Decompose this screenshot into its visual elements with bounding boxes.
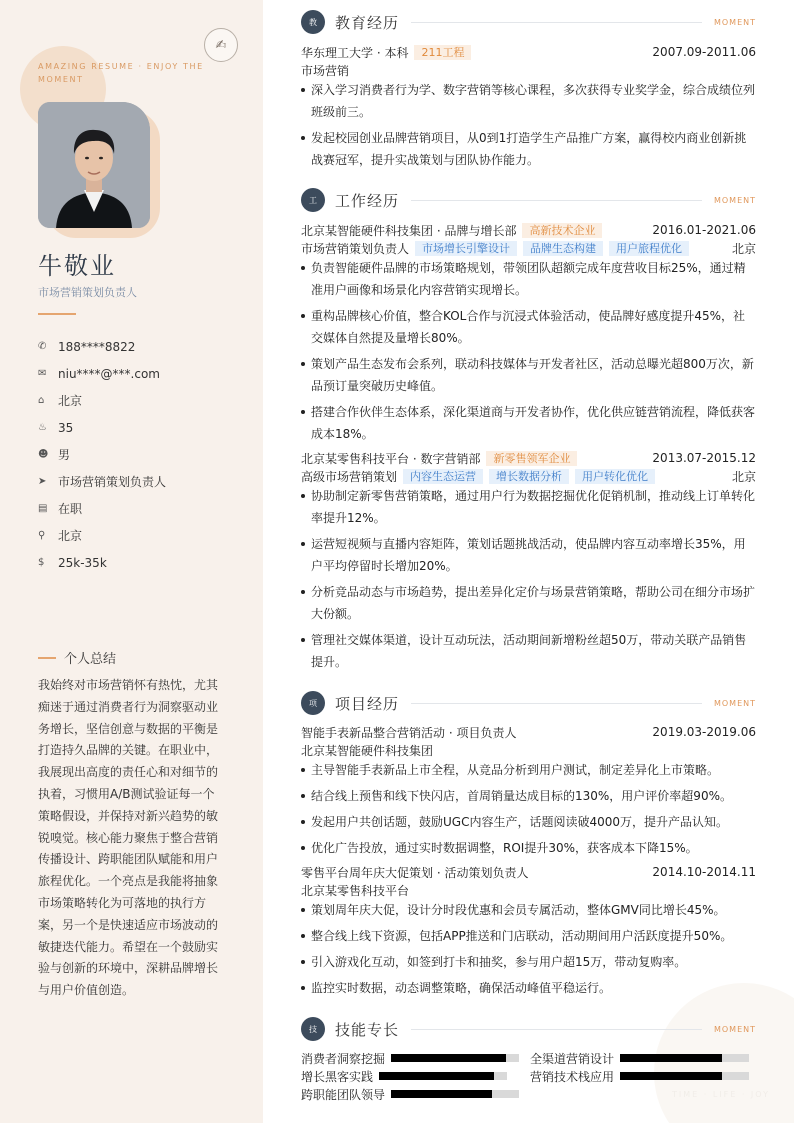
skill-bar bbox=[620, 1054, 749, 1062]
project-org: 北京某智能硬件科技集团 bbox=[301, 743, 434, 758]
list-item: 策划产品生态发布会系列，联动科技媒体与开发者社区，活动总曝光超800万次，新品预订量突破历史峰值。 bbox=[301, 353, 756, 397]
divider bbox=[411, 703, 702, 704]
skill-tag: 用户转化优化 bbox=[575, 469, 655, 484]
job-city: 北京 bbox=[731, 241, 756, 256]
list-item: 整合线上线下资源，包括APP推送和门店联动，活动期间用户活跃度提升50%。 bbox=[301, 925, 756, 947]
section-title: 工作经历 bbox=[335, 191, 400, 210]
section-header-work bbox=[301, 188, 756, 212]
list-item: 监控实时数据，动态调整策略，确保活动峰值平稳运行。 bbox=[301, 977, 756, 999]
skill-bar-fill bbox=[391, 1054, 506, 1062]
school-name: 华东理工大学 · 本科 bbox=[301, 45, 409, 60]
skill-name: 消费者洞察挖掘 bbox=[301, 1051, 386, 1066]
list-item: 重构品牌核心价值，整合KOL合作与沉浸式体验活动，使品牌好感度提升45%，社交媒体自然提及量增长80%。 bbox=[301, 305, 756, 349]
project-header bbox=[301, 723, 756, 741]
contact-value: 35 bbox=[58, 420, 74, 435]
list-item: 协助制定新零售营销策略，通过用户行为数据挖掘优化促销机制，推动线上订单转化率提升12%。 bbox=[301, 485, 756, 529]
school-tag: 211工程 bbox=[414, 45, 471, 60]
contact-item bbox=[38, 387, 166, 414]
major: 市场营销 bbox=[301, 63, 350, 78]
contact-item bbox=[38, 549, 166, 576]
skill-item bbox=[301, 1050, 519, 1066]
skill-bar bbox=[391, 1054, 519, 1062]
skill-name: 营销技术栈应用 bbox=[530, 1069, 615, 1084]
list-item: 主导智能手表新品上市全程，从竞品分析到用户测试，制定差异化上市策略。 bbox=[301, 759, 756, 781]
list-item: 管理社交媒体渠道，设计互动玩法，活动期间新增粉丝超50万，带动关联产品销售提升。 bbox=[301, 629, 756, 673]
section-header-skills bbox=[301, 1017, 756, 1041]
job-subheader bbox=[301, 467, 756, 485]
contact-item bbox=[38, 360, 166, 387]
section-title: 教育经历 bbox=[335, 13, 400, 32]
skill-item bbox=[301, 1086, 519, 1102]
contact-item bbox=[38, 522, 166, 549]
list-item: 搭建合作伙伴生态体系，深化渠道商与开发者协作，优化供应链营销流程，降低获客成本18%。 bbox=[301, 401, 756, 445]
section-tag: MOMENT bbox=[713, 195, 756, 205]
job-status-icon: ▤ bbox=[38, 503, 48, 514]
company-name: 北京某零售科技平台 · 数字营销部 bbox=[301, 451, 481, 466]
job-header bbox=[301, 449, 756, 467]
skill-bar bbox=[620, 1072, 749, 1080]
contact-item bbox=[38, 468, 166, 495]
location-icon: ⚲ bbox=[38, 530, 46, 541]
company-tag: 高新技术企业 bbox=[522, 223, 602, 238]
skill-tag: 内容生态运营 bbox=[403, 469, 483, 484]
divider bbox=[411, 200, 702, 201]
skill-name: 跨职能团队领导 bbox=[301, 1087, 386, 1102]
contact-value: 在职 bbox=[58, 502, 83, 516]
contact-value: 北京 bbox=[58, 394, 83, 408]
summary-title bbox=[38, 648, 116, 667]
list-item: 发起校园创业品牌营销项目，从0到1打造学生产品推广方案，赢得校内商业创新挑战赛冠军，提升实战策划与团队协作能力。 bbox=[301, 127, 756, 171]
salary-icon: $ bbox=[38, 557, 45, 568]
profile-photo bbox=[38, 102, 150, 228]
summary-text: 我始终对市场营销怀有热忱，尤其痴迷于通过消费者行为洞察驱动业务增长，坚信创意与数据的平衡是打造持久品牌的关键。在职业中，我展现出高度的责任心和对细节的执着，习惯用A/B测试验证每一个策略假设，并保持对新兴趋势的敏锐嗅觉。核心能力聚焦于整合营销传播设计、跨职能团队赋能和用户旅程优化。一个亮点是我能将抽象市场策略转化为可落地的执行方案，另一个是快速适应市场波动的敏捷迭代能力。希望在一个鼓励实验与创新的环境中，深耕品牌增长与用户价值创造。 bbox=[38, 678, 219, 998]
contact-list bbox=[38, 333, 166, 576]
skill-tag: 增长数据分析 bbox=[489, 469, 569, 484]
project-org: 北京某零售科技平台 bbox=[301, 883, 410, 898]
list-item: 结合线上预售和线下快闪店，首周销量达成目标的130%，用户评价率超90%。 bbox=[301, 785, 756, 807]
section-header-education bbox=[301, 10, 756, 34]
skill-bar-fill bbox=[391, 1090, 492, 1098]
project-title: 智能手表新品整合营销活动 · 项目负责人 bbox=[301, 725, 517, 740]
section-badge: 技 bbox=[301, 1017, 325, 1041]
job-position: 高级市场营销策划 bbox=[301, 469, 398, 484]
divider bbox=[411, 22, 702, 23]
project-date: 2019.03-2019.06 bbox=[652, 725, 756, 739]
project-title: 零售平台周年庆大促策划 · 活动策划负责人 bbox=[301, 865, 529, 880]
section-title: 项目经历 bbox=[335, 694, 400, 713]
section-badge: 教 bbox=[301, 10, 325, 34]
signature-icon[interactable]: ✍ bbox=[204, 28, 238, 62]
skill-bar-fill bbox=[620, 1054, 722, 1062]
contact-item bbox=[38, 495, 166, 522]
list-item: 分析竞品动态与市场趋势，提出差异化定价与场景营销策略，帮助公司在细分市场扩大份额。 bbox=[301, 581, 756, 625]
skill-bar bbox=[379, 1072, 507, 1080]
job-position: 市场营销策划负责人 bbox=[301, 241, 410, 256]
list-item: 优化广告投放，通过实时数据调整，ROI提升30%，获客成本下降15%。 bbox=[301, 837, 756, 859]
home-icon: ⌂ bbox=[38, 395, 45, 406]
section-badge: 项 bbox=[301, 691, 325, 715]
age-icon: ♨ bbox=[38, 422, 47, 433]
list-item: 引入游戏化互动，如签到打卡和抽奖，参与用户超15万，带动复购率。 bbox=[301, 951, 756, 973]
list-item: 运营短视频与直播内容矩阵，策划话题挑战活动，使品牌内容互动率增长35%，用户平均停留时长增加20%。 bbox=[301, 533, 756, 577]
contact-value: 市场营销策划负责人 bbox=[58, 475, 167, 489]
project-header bbox=[301, 863, 756, 881]
gender-icon: ☻ bbox=[38, 449, 49, 460]
list-item: 发起用户共创话题，鼓励UGC内容生产，话题阅读破4000万，提升产品认知。 bbox=[301, 811, 756, 833]
phone-icon: ✆ bbox=[38, 341, 47, 352]
education-header bbox=[301, 43, 756, 61]
contact-value: 男 bbox=[58, 448, 71, 462]
person-role: 市场营销策划负责人 bbox=[38, 286, 137, 299]
skill-item bbox=[530, 1068, 749, 1084]
slogan: AMAZING RESUME · ENJOY THE MOMENT bbox=[38, 62, 204, 84]
section-header-projects bbox=[301, 691, 756, 715]
education-date: 2007.09-2011.06 bbox=[652, 45, 756, 59]
target-position-icon: ➤ bbox=[38, 476, 47, 487]
summary-title-bar bbox=[38, 657, 56, 659]
section-tag: MOMENT bbox=[713, 698, 756, 708]
skill-bar-fill bbox=[379, 1072, 494, 1080]
divider bbox=[411, 1029, 702, 1030]
list-item: 深入学习消费者行为学、数字营销等核心课程，多次获得专业奖学金，综合成绩位列班级前三。 bbox=[301, 79, 756, 123]
watermark: TIME · LIFE · JOY bbox=[672, 1090, 771, 1099]
job-city: 北京 bbox=[731, 469, 756, 484]
skill-tag: 市场增长引擎设计 bbox=[415, 241, 517, 256]
job-date: 2013.07-2015.12 bbox=[652, 451, 756, 465]
skill-name: 增长黑客实践 bbox=[301, 1069, 374, 1084]
divider bbox=[38, 313, 76, 315]
company-tag: 新零售领军企业 bbox=[486, 451, 577, 466]
skill-tag: 用户旅程优化 bbox=[609, 241, 689, 256]
sidebar bbox=[0, 0, 263, 1123]
contact-value: 25k-35k bbox=[58, 555, 107, 570]
company-name: 北京某智能硬件科技集团 · 品牌与增长部 bbox=[301, 223, 517, 238]
section-badge: 工 bbox=[301, 188, 325, 212]
person-name: 牛敬业 bbox=[38, 252, 116, 280]
contact-value[interactable]: niu****@***.com bbox=[58, 366, 160, 381]
job-date: 2016.01-2021.06 bbox=[652, 223, 756, 237]
list-item: 策划周年庆大促，设计分时段优惠和会员专属活动，整体GMV同比增长45%。 bbox=[301, 899, 756, 921]
skill-item bbox=[530, 1050, 749, 1066]
list-item: 负责智能硬件品牌的市场策略规划，带领团队超额完成年度营收目标25%，通过精准用户画像和场景化内容营销实现增长。 bbox=[301, 257, 756, 301]
project-date: 2014.10-2014.11 bbox=[652, 865, 756, 879]
contact-value: 北京 bbox=[58, 529, 83, 543]
job-subheader bbox=[301, 239, 756, 257]
skill-bar-fill bbox=[620, 1072, 722, 1080]
skill-tag: 品牌生态构建 bbox=[523, 241, 603, 256]
skill-bar bbox=[391, 1090, 519, 1098]
email-icon: ✉ bbox=[38, 368, 47, 379]
summary-title-text: 个人总结 bbox=[64, 652, 117, 667]
contact-value[interactable]: 188****8822 bbox=[58, 339, 136, 354]
contact-item bbox=[38, 441, 166, 468]
skill-name: 全渠道营销设计 bbox=[530, 1051, 615, 1066]
section-title: 技能专长 bbox=[335, 1020, 400, 1039]
section-tag: MOMENT bbox=[713, 17, 756, 27]
job-header bbox=[301, 221, 756, 239]
section-tag: MOMENT bbox=[713, 1024, 756, 1034]
skill-item bbox=[301, 1068, 507, 1084]
contact-item bbox=[38, 414, 166, 441]
contact-item bbox=[38, 333, 166, 360]
